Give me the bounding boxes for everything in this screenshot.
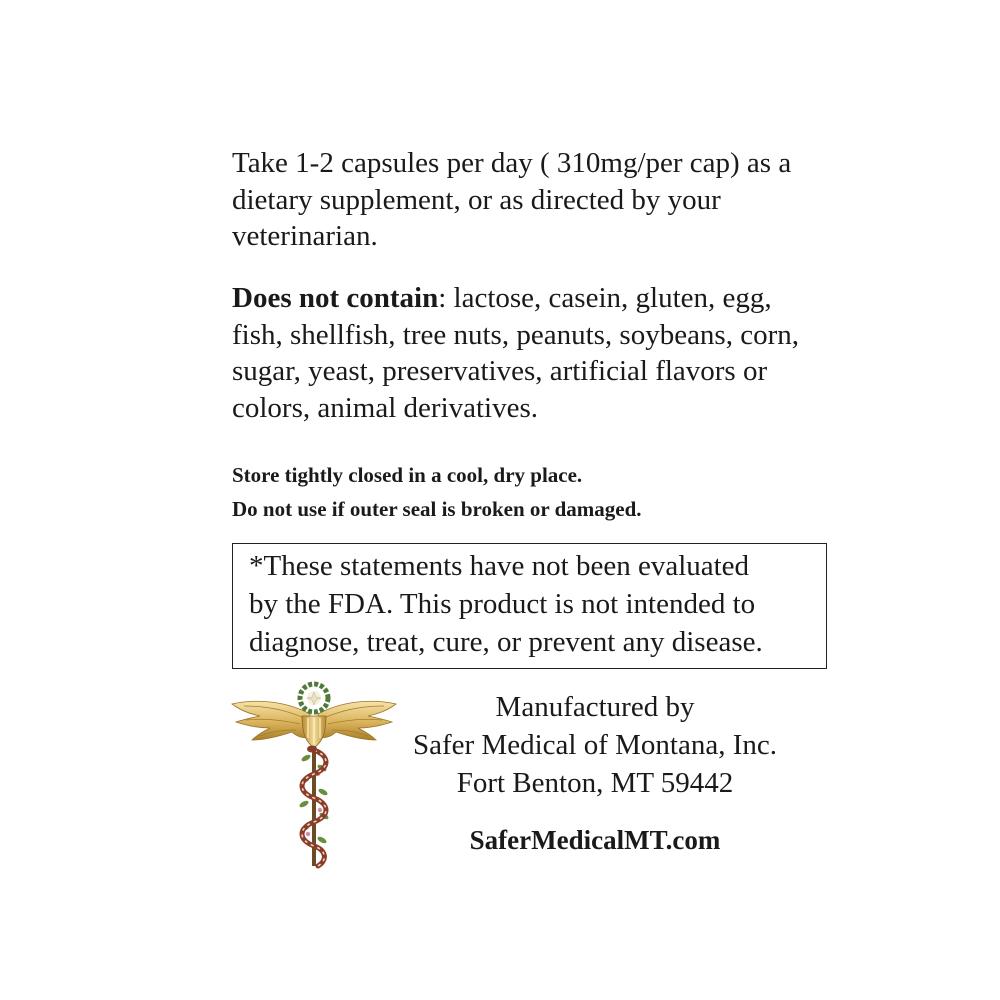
- manufacturer-line: Fort Benton, MT 59442: [456, 767, 734, 799]
- manufacturer-block: [390, 688, 800, 802]
- disclaimer-line: by the FDA. This product is not intended to: [249, 588, 756, 620]
- dosage-instructions: [232, 145, 791, 255]
- allergen-line-rest: : lactose, casein, gluten, egg,: [438, 282, 772, 314]
- allergen-line: fish, shellfish, tree nuts, peanuts, soybeans, corn,: [232, 318, 800, 351]
- allergen-statement: [232, 280, 799, 426]
- dosage-line: Take 1-2 capsules per day ( 310mg/per cap) as a: [232, 147, 792, 179]
- dosage-line: dietary supplement, or as directed by your: [232, 183, 721, 216]
- allergen-lead: Does not contain: [232, 282, 439, 314]
- manufacturer-line: Safer Medical of Montana, Inc.: [413, 729, 777, 761]
- manufacturer-line: Manufactured by: [495, 691, 695, 723]
- allergen-line: colors, animal derivatives.: [232, 391, 539, 424]
- storage-line: Do not use if outer seal is broken or damaged.: [232, 497, 642, 521]
- disclaimer-line: diagnose, treat, cure, or prevent any disease.: [249, 626, 763, 658]
- caduceus-wings-snake-icon: [230, 676, 398, 871]
- website-link[interactable]: SaferMedicalMT.com: [469, 825, 721, 855]
- disclaimer-line: *These statements have not been evaluated: [249, 550, 750, 582]
- storage-instructions: [232, 458, 642, 526]
- fda-disclaimer-box: [232, 543, 827, 669]
- allergen-line: [232, 280, 799, 317]
- storage-line: Store tightly closed in a cool, dry place.: [232, 463, 583, 487]
- allergen-line: sugar, yeast, preservatives, artificial flavors or: [232, 355, 768, 387]
- dosage-line: veterinarian.: [232, 220, 378, 252]
